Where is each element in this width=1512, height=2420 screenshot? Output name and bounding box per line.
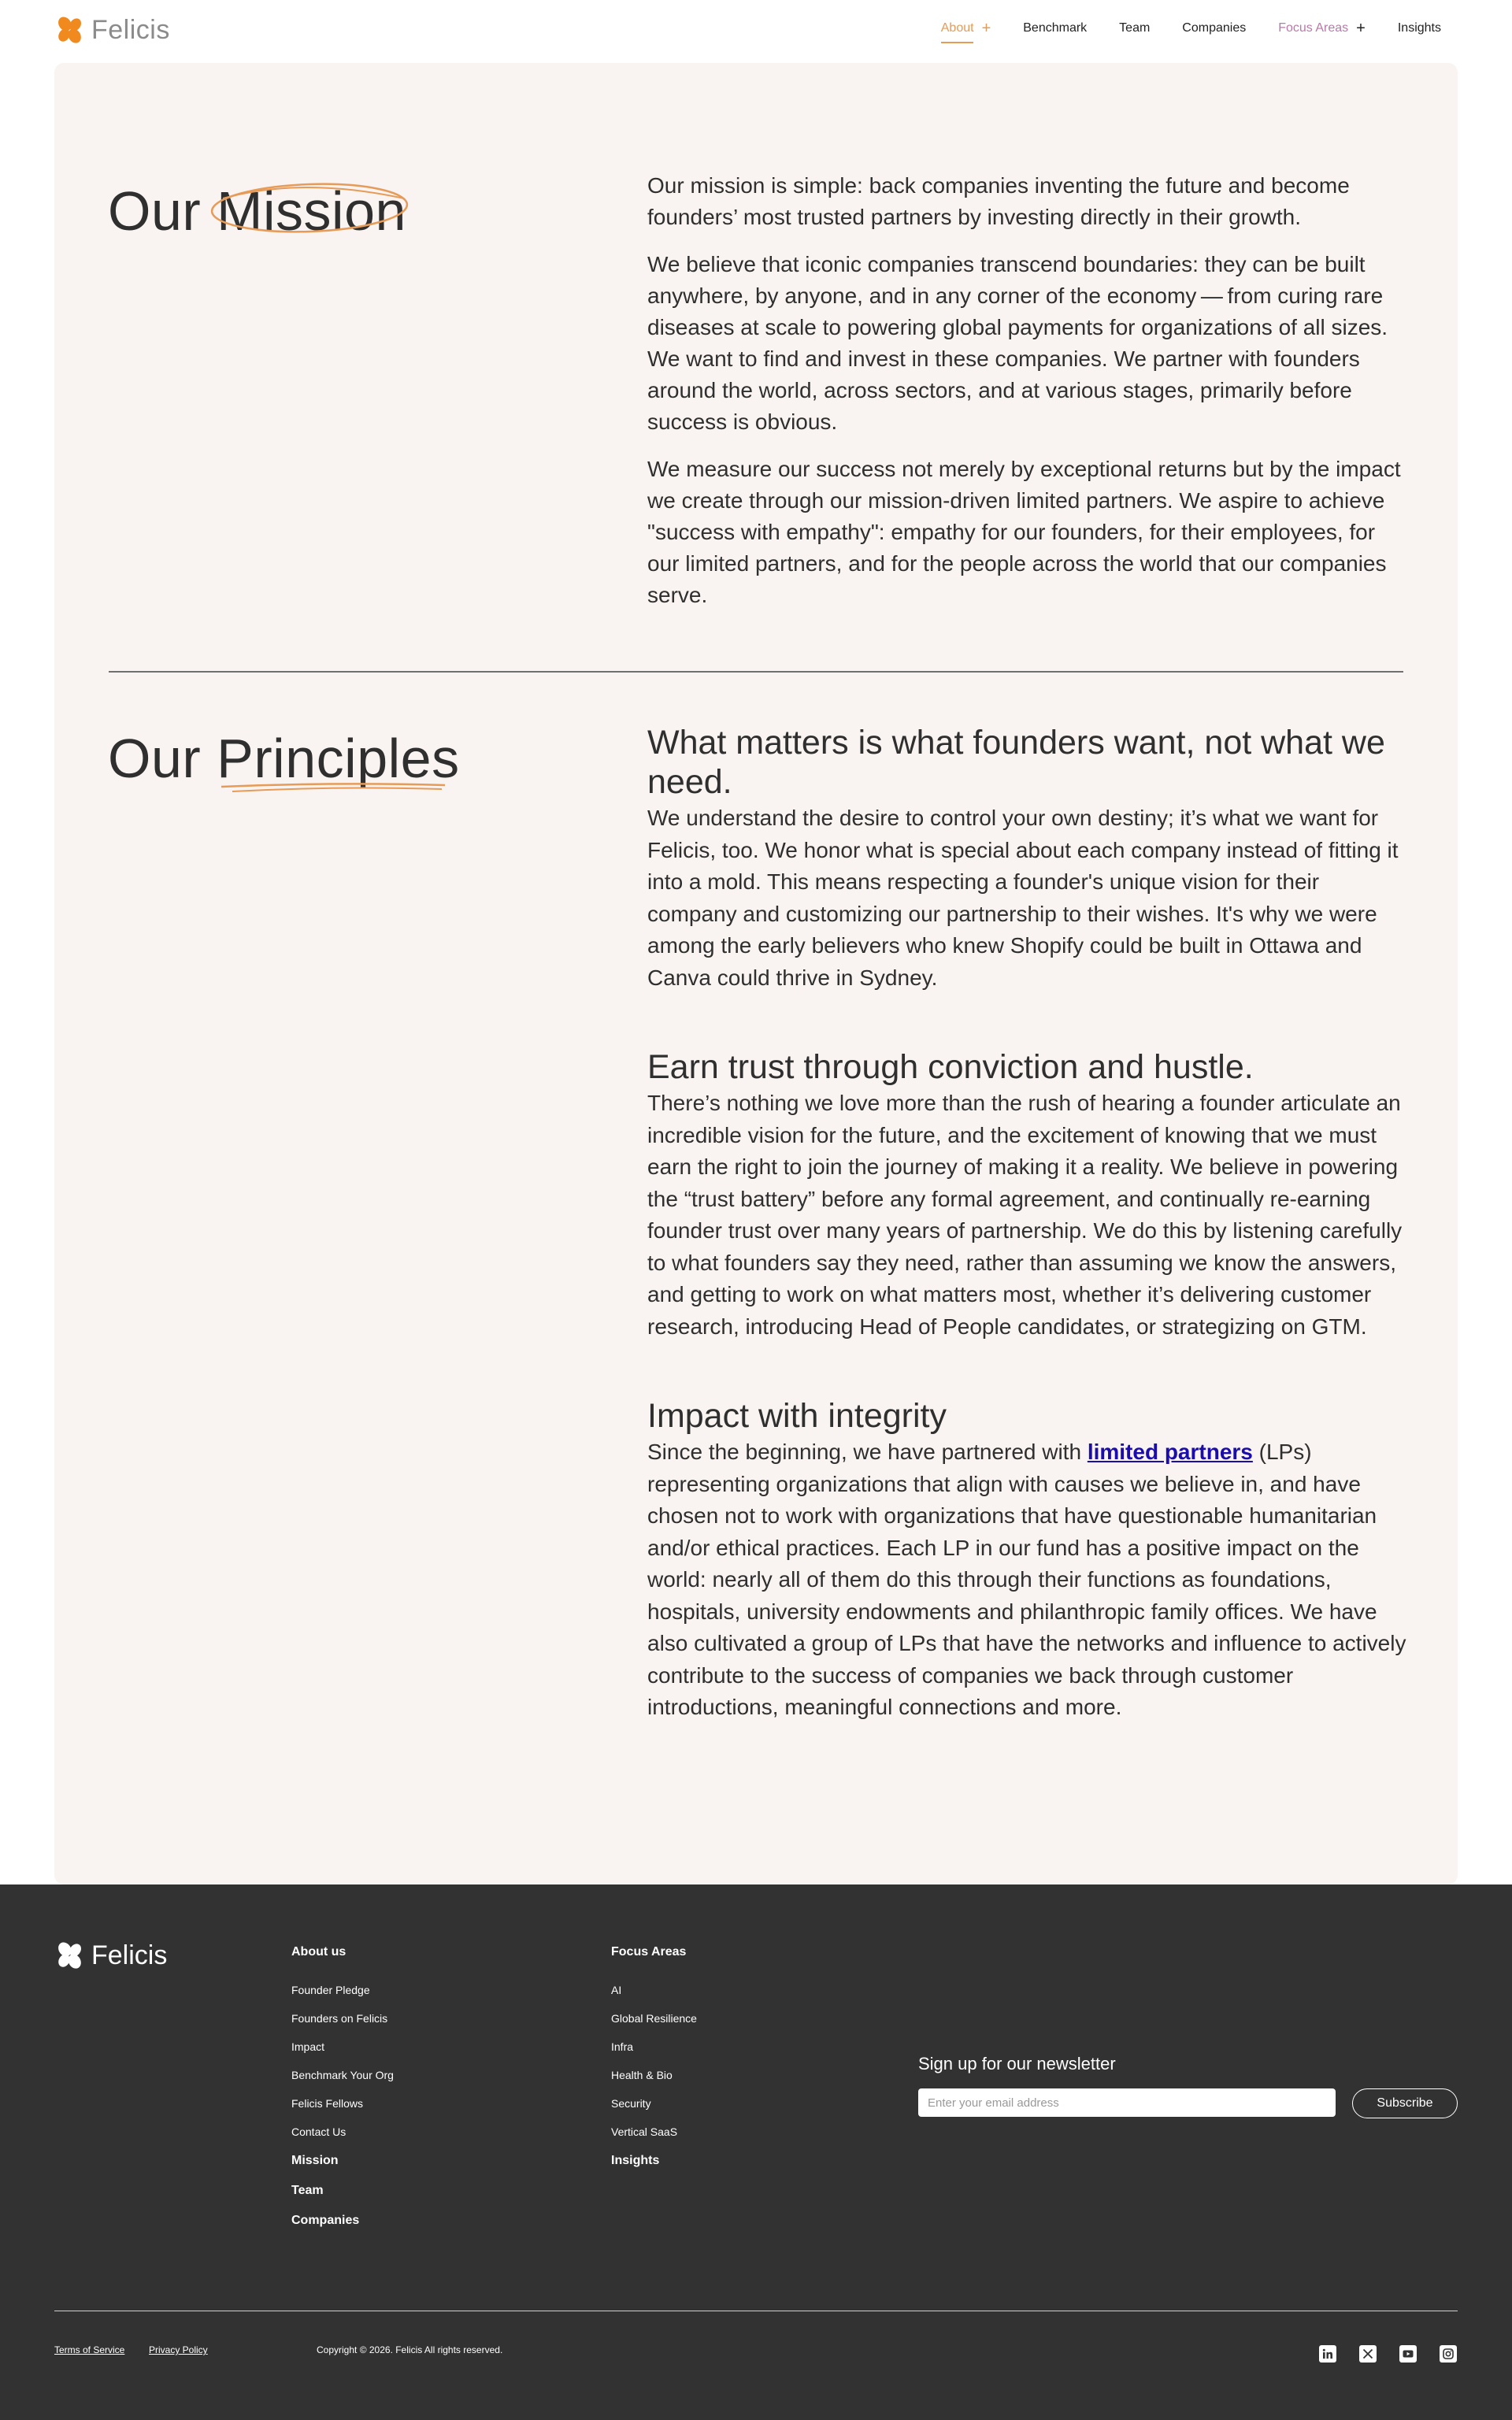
footer-focus-column: [611, 1945, 697, 2184]
instagram-icon[interactable]: [1440, 2345, 1457, 2363]
principle-item: [647, 1047, 1407, 1343]
footer-link[interactable]: Infra: [611, 2040, 634, 2053]
mission-paragraph: Our mission is simple: back companies inventing the future and become founders’ most trusted partners by investing directly in their growth.: [647, 173, 1350, 229]
footer-link[interactable]: Security: [611, 2097, 651, 2110]
underline-scribble-icon: [217, 779, 453, 795]
newsletter-email-input[interactable]: [918, 2088, 1336, 2117]
principle-body-end: (LPs) representing organizations that align with causes we believe in, and have chosen not to work with organizations that have questionable humanitarian and/or ethical practices. Each LP in our fund has a positive impact on the world: nearly all of them do this through their functions as foundations, hospitals, university endowments and philanthropic family offices. We have also cultivated a group of LPs that have the networks and influence to actively contribute to the success of companies we back through customer introductions, meaningful connections and more.: [647, 1440, 1406, 1719]
footer-link-mission[interactable]: Mission: [291, 2154, 339, 2167]
copyright-text: Copyright © 2026. Felicis All rights reserved.: [317, 2344, 503, 2355]
principle-heading: Earn trust through conviction and hustle.: [647, 1048, 1254, 1086]
principle-heading: Impact with integrity: [647, 1397, 947, 1435]
nav-companies[interactable]: [1182, 21, 1246, 35]
mission-title: [108, 180, 406, 243]
mission-paragraph: We measure our success not merely by exceptional returns but by the impact we create through our mission-driven limited partners. We aspire to achieve "success with empathy": empathy for our founders, for their employees, for our limited partners, and for the people across the world that our companies serve.: [647, 457, 1401, 607]
footer-link-team[interactable]: Team: [291, 2184, 324, 2197]
footer-link[interactable]: Vertical SaaS: [611, 2125, 678, 2138]
brand-logo[interactable]: [55, 14, 170, 46]
limited-partners-link[interactable]: limited partners: [1087, 1440, 1253, 1464]
terms-link[interactable]: Terms of Service: [54, 2344, 125, 2355]
social-links: [1296, 2345, 1457, 2363]
footer-link[interactable]: Contact Us: [291, 2125, 346, 2138]
footer-brand-name: Felicis: [91, 1940, 168, 1970]
principles-title-emph-wrap: [217, 727, 459, 790]
felicis-logo-icon: [55, 14, 85, 46]
mission-body: [647, 170, 1407, 611]
newsletter-title: Sign up for our newsletter: [918, 2054, 1116, 2073]
principles-title-prefix: Our: [108, 728, 202, 789]
footer-link[interactable]: Benchmark Your Org: [291, 2069, 394, 2081]
footer-about-heading: About us: [291, 1945, 346, 1959]
principles-title-emph: Principles: [217, 728, 460, 789]
newsletter-form: [918, 2054, 1433, 2110]
footer-link-companies[interactable]: Companies: [291, 2214, 360, 2227]
site-footer: [0, 1884, 1512, 2420]
felicis-logo-icon: [55, 1940, 85, 1971]
principle-body: [647, 1436, 1407, 1724]
footer-link[interactable]: Founders on Felicis: [291, 2012, 388, 2025]
content-card: [54, 63, 1458, 1884]
nav-about-label: About: [940, 21, 974, 35]
principle-body-start: Since the beginning, we have partnered with: [647, 1440, 1088, 1464]
youtube-icon[interactable]: [1399, 2345, 1417, 2363]
nav-insights-label: Insights: [1397, 21, 1441, 35]
mission-title-emph: Mission: [217, 180, 406, 242]
mission-title-emph-wrap: [217, 180, 406, 243]
footer-link[interactable]: Founder Pledge: [291, 1984, 370, 1996]
footer-brand-logo[interactable]: [55, 1940, 167, 1971]
principles-title: [108, 727, 460, 790]
plus-icon: +: [981, 20, 991, 37]
principles-body: [647, 723, 1407, 1724]
nav-team[interactable]: [1119, 21, 1150, 35]
mission-paragraph: We believe that iconic companies transcend boundaries: they can be built anywhere, by anyone, and in any corner of the economy — from curing rare diseases at scale to powering global payments for organizations of all sizes. We want to find and invest in these companies. We partner with founders around the world, across sectors, and at various stages, primarily before success is obvious.: [647, 252, 1388, 434]
nav-benchmark-label: Benchmark: [1023, 21, 1088, 35]
section-divider: [109, 671, 1403, 673]
nav-insights[interactable]: [1398, 21, 1441, 35]
principle-item: [647, 723, 1407, 994]
nav-about[interactable]: [941, 21, 991, 35]
principle-item: [647, 1396, 1407, 1724]
mission-title-prefix: Our: [108, 180, 202, 242]
principle-body: There’s nothing we love more than the rush of hearing a founder articulate an incredible vision for the future, and the excitement of knowing that we must earn the right to join the journey of making it a reality. We believe in powering the “trust battery” before any formal agreement, and continually re-earning founder trust over many years of partnership. We do this by listening carefully to what founders say they need, rather than assuming we know the answers, and getting to work on what matters most, whether it’s delivering customer research, introducing Head of People candidates, or strategizing on GTM.: [647, 1091, 1403, 1339]
nav-benchmark[interactable]: [1023, 21, 1087, 35]
subscribe-button[interactable]: Subscribe: [1352, 2088, 1458, 2118]
principle-body: We understand the desire to control your own destiny; it’s what we want for Felicis, too. We honor what is special about each company instead of fitting it into a mold. This means respecting a founder's unique vision for their company and customizing our partnership to their wishes. It's why we were among the early believers who knew Shopify could be built in Ottawa and Canva could thrive in Sydney.: [647, 806, 1399, 990]
plus-icon: +: [1356, 20, 1366, 37]
privacy-link[interactable]: Privacy Policy: [149, 2344, 208, 2355]
footer-link-insights[interactable]: Insights: [611, 2154, 660, 2167]
brand-name: Felicis: [91, 14, 170, 45]
footer-link[interactable]: Felicis Fellows: [291, 2097, 364, 2110]
circle-scribble-icon: [207, 175, 416, 238]
footer-link[interactable]: Impact: [291, 2040, 325, 2053]
footer-focus-heading: Focus Areas: [611, 1945, 687, 1959]
main-nav: [909, 21, 1441, 35]
principle-heading: What matters is what founders want, not what we need.: [647, 724, 1385, 801]
nav-team-label: Team: [1119, 21, 1151, 35]
footer-link[interactable]: Global Resilience: [611, 2012, 697, 2025]
site-header: [0, 0, 1512, 63]
nav-focus-areas[interactable]: [1278, 21, 1366, 35]
linkedin-icon[interactable]: [1319, 2345, 1336, 2363]
footer-link[interactable]: AI: [611, 1984, 622, 1996]
footer-link[interactable]: Health & Bio: [611, 2069, 673, 2081]
nav-companies-label: Companies: [1182, 21, 1247, 35]
x-icon[interactable]: [1359, 2345, 1377, 2363]
nav-focus-areas-label: Focus Areas: [1278, 21, 1349, 35]
footer-about-column: [291, 1945, 394, 2244]
